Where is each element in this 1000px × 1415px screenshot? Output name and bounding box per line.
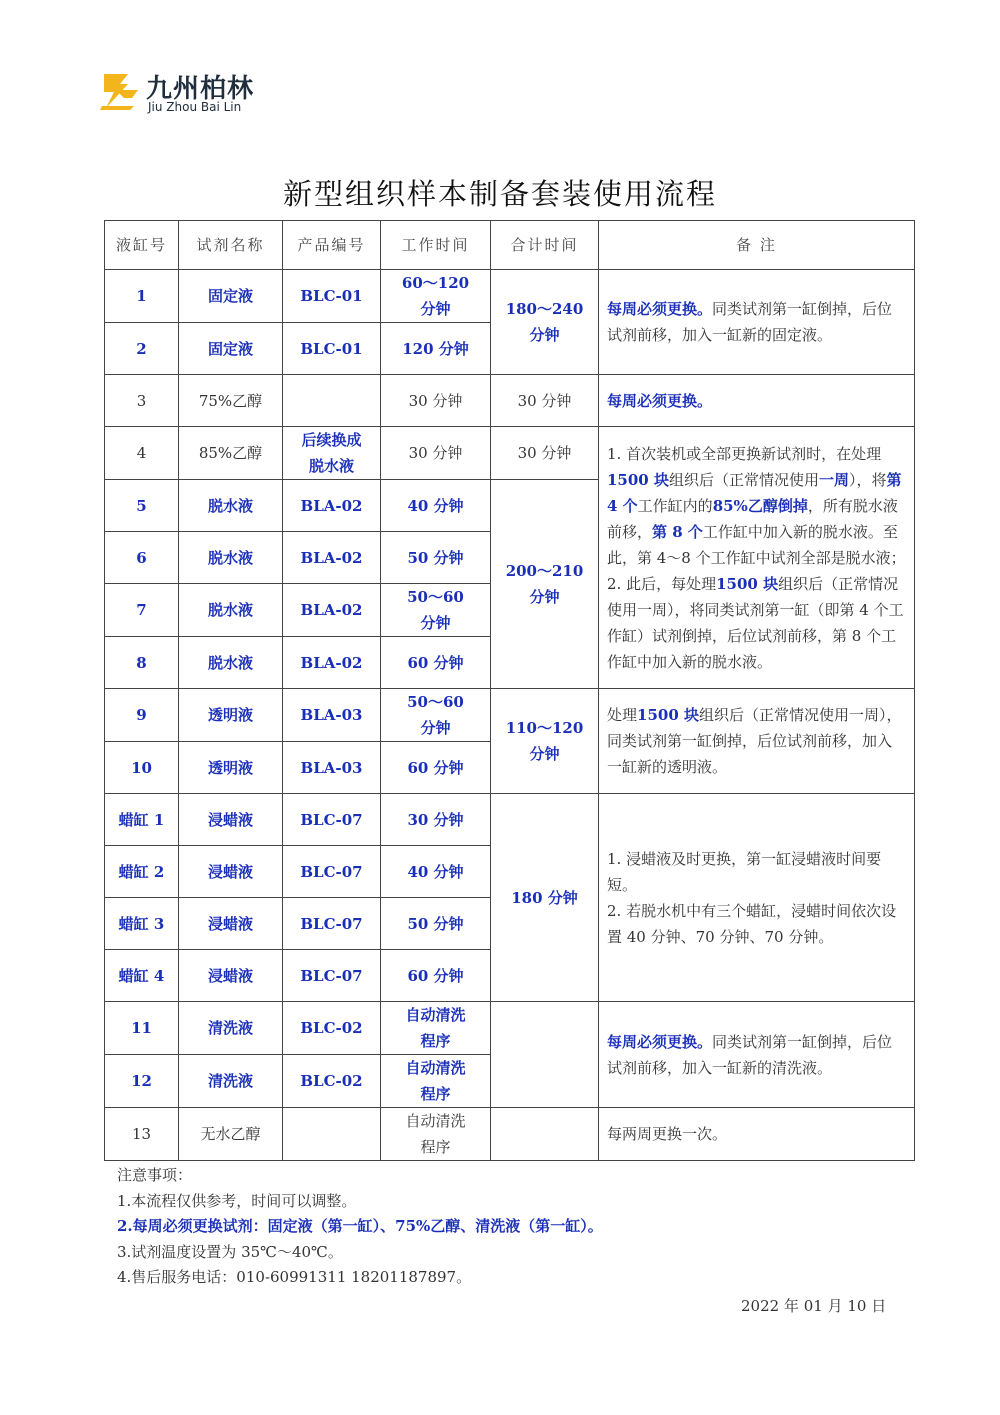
code-cell — [283, 427, 381, 480]
remark-emphasis: 85%乙醇倒掉 — [712, 496, 808, 515]
col-header-tank: 液缸号 — [105, 221, 179, 270]
reagent-cell: 透明液 — [179, 742, 283, 794]
time-cell: 30 分钟 — [381, 375, 491, 427]
time-cell — [381, 1002, 491, 1055]
time-cell — [381, 584, 491, 637]
remark-emphasis: 1500 块 — [607, 470, 669, 489]
table-row — [105, 794, 915, 846]
document-date: 2022 年 01 月 10 日 — [741, 1297, 887, 1315]
col-header-remark: 备 注 — [599, 221, 915, 270]
col-header-total: 合计时间 — [491, 221, 599, 270]
remark-emphasis: 1500 块 — [637, 706, 699, 724]
tank-cell: 7 — [105, 584, 179, 637]
total-text: 110～120分钟 — [505, 719, 584, 763]
reagent-cell: 75%乙醇 — [179, 375, 283, 427]
tank-cell: 蜡缸 3 — [105, 898, 179, 950]
notes-heading: 注意事项： — [117, 1166, 193, 1184]
tank-cell: 11 — [105, 1002, 179, 1055]
tank-cell: 8 — [105, 637, 179, 689]
remark-cell: 每两周更换一次。 — [599, 1108, 915, 1161]
reagent-cell: 清洗液 — [179, 1002, 283, 1055]
col-header-code: 产品编号 — [283, 221, 381, 270]
code-cell: BLC-01 — [283, 270, 381, 323]
tank-cell: 蜡缸 2 — [105, 846, 179, 898]
time-cell — [381, 689, 491, 742]
remark-text: 2. 若脱水机中有三个蜡缸，浸蜡时间依次设置 40 分钟、70 分钟、70 分钟。 — [607, 901, 897, 946]
code-cell: BLC-07 — [283, 794, 381, 846]
remark-emphasis: 一周 — [819, 470, 850, 489]
time-text: 50～60分钟 — [407, 693, 464, 737]
remark-text: 2. 此后，每处理 — [607, 574, 717, 593]
remark-cell — [599, 375, 915, 427]
logo-mark-icon — [98, 70, 142, 112]
total-text: 180～240分钟 — [505, 300, 584, 344]
code-cell: BLA-02 — [283, 584, 381, 637]
code-cell: BLA-02 — [283, 532, 381, 584]
reagent-cell: 清洗液 — [179, 1055, 283, 1108]
tank-cell: 5 — [105, 480, 179, 532]
notes-section — [117, 1163, 603, 1291]
remark-emphasis: 1500 块 — [716, 574, 779, 593]
note-item-emphasis: 2.每周必须更换试剂：固定液（第一缸）、75%乙醇、清洗液（第一缸）。 — [117, 1217, 603, 1235]
remark-cell — [599, 270, 915, 375]
total-cell: 30 分钟 — [491, 427, 599, 480]
remark-cell — [599, 427, 915, 689]
time-cell — [381, 1055, 491, 1108]
remark-text: 同类试剂第一缸倒掉，后位试剂前移，加入一缸新的固定液。 — [607, 300, 893, 344]
remark-cell — [599, 689, 915, 794]
note-item: 3.试剂温度设置为 35℃～40℃。 — [117, 1242, 343, 1261]
total-text: 200～210分钟 — [505, 562, 584, 606]
code-cell: BLC-07 — [283, 846, 381, 898]
code-cell: BLA-03 — [283, 689, 381, 742]
reagent-cell: 浸蜡液 — [179, 794, 283, 846]
total-cell — [491, 480, 599, 689]
remark-text: 处理 — [607, 706, 638, 724]
total-cell — [491, 689, 599, 794]
reagent-cell: 固定液 — [179, 323, 283, 375]
time-text: 自动清洗程序 — [405, 1059, 466, 1103]
time-cell: 50 分钟 — [381, 532, 491, 584]
reagent-cell: 浸蜡液 — [179, 846, 283, 898]
time-text: 自动清洗程序 — [405, 1112, 466, 1156]
remark-text: 1. 浸蜡液及时更换，第一缸浸蜡液时间要短。 — [607, 849, 882, 894]
table-row — [105, 427, 915, 480]
tank-cell: 蜡缸 4 — [105, 950, 179, 1002]
code-cell — [283, 375, 381, 427]
procedure-table — [104, 220, 915, 1161]
page-title: 新型组织样本制备套装使用流程 — [282, 177, 717, 211]
remark-cell — [599, 1002, 915, 1108]
reagent-cell: 85%乙醇 — [179, 427, 283, 480]
company-logo — [98, 66, 358, 116]
col-header-reagent: 试剂名称 — [179, 221, 283, 270]
code-cell — [283, 1108, 381, 1161]
reagent-cell: 脱水液 — [179, 532, 283, 584]
time-cell: 40 分钟 — [381, 480, 491, 532]
time-cell: 120 分钟 — [381, 323, 491, 375]
tank-cell: 6 — [105, 532, 179, 584]
table-row — [105, 689, 915, 742]
remark-emphasis: 每周必须更换。 — [607, 391, 713, 410]
reagent-cell: 脱水液 — [179, 637, 283, 689]
time-text: 自动清洗程序 — [405, 1006, 466, 1050]
time-cell: 30 分钟 — [381, 427, 491, 480]
code-cell: BLA-03 — [283, 742, 381, 794]
tank-cell: 4 — [105, 427, 179, 480]
reagent-cell: 浸蜡液 — [179, 898, 283, 950]
time-cell — [381, 270, 491, 323]
remark-text: 工作缸内的 — [637, 496, 713, 515]
tank-cell: 12 — [105, 1055, 179, 1108]
col-header-time: 工作时间 — [381, 221, 491, 270]
table-row — [105, 375, 915, 427]
total-cell — [491, 270, 599, 375]
time-cell: 60 分钟 — [381, 950, 491, 1002]
remark-cell — [599, 794, 915, 1002]
code-cell: BLA-02 — [283, 637, 381, 689]
code-cell: BLC-02 — [283, 1002, 381, 1055]
reagent-cell: 浸蜡液 — [179, 950, 283, 1002]
reagent-cell: 透明液 — [179, 689, 283, 742]
remark-emphasis: 第 4 个 — [607, 470, 902, 515]
time-cell: 50 分钟 — [381, 898, 491, 950]
code-cell: BLC-02 — [283, 1055, 381, 1108]
time-cell: 60 分钟 — [381, 742, 491, 794]
remark-text: ），将 — [849, 470, 887, 489]
remark-text: ，所有脱水液前移， — [607, 496, 898, 541]
logo-english-name: Jiu Zhou Bai Lin — [148, 100, 242, 114]
table-header-row — [105, 221, 915, 270]
remark-text: 组织后（正常情况使用 — [668, 470, 819, 489]
remark-text: 组织后（正常情况使用一周），同类试剂第一缸倒掉，后位试剂前移，加入一缸新的透明液。 — [607, 706, 902, 776]
table-row — [105, 1002, 915, 1055]
tank-cell: 13 — [105, 1108, 179, 1161]
table-row — [105, 1108, 915, 1161]
total-cell — [491, 1002, 599, 1108]
tank-cell: 9 — [105, 689, 179, 742]
remark-text: 同类试剂第一缸倒掉，后位试剂前移，加入一缸新的清洗液。 — [607, 1032, 893, 1077]
remark-text: 工作缸中加入新的脱水液。至此，第 4～8 个工作缸中试剂全部是脱水液； — [607, 522, 906, 567]
tank-cell: 3 — [105, 375, 179, 427]
note-item: 1.本流程仅供参考，时间可以调整。 — [117, 1191, 357, 1210]
remark-text: 组织后（正常情况使用一周），将同类试剂第一缸（即第 4 个工作缸）试剂倒掉，后位试剂前移，第 8 个工作缸中加入新的脱水液。 — [607, 574, 904, 671]
remark-text: 1. 首次装机或全部更换新试剂时，在处理 — [607, 444, 882, 463]
reagent-cell: 固定液 — [179, 270, 283, 323]
total-cell: 30 分钟 — [491, 375, 599, 427]
code-cell: BLC-01 — [283, 323, 381, 375]
remark-emphasis: 第 8 个 — [652, 522, 703, 541]
tank-cell: 蜡缸 1 — [105, 794, 179, 846]
tank-cell: 10 — [105, 742, 179, 794]
tank-cell: 2 — [105, 323, 179, 375]
reagent-cell: 脱水液 — [179, 584, 283, 637]
remark-emphasis: 每周必须更换。 — [607, 1032, 713, 1051]
code-cell: BLC-07 — [283, 898, 381, 950]
time-cell: 40 分钟 — [381, 846, 491, 898]
total-cell — [491, 1108, 599, 1161]
time-text: 50～60分钟 — [407, 588, 464, 632]
total-cell: 180 分钟 — [491, 794, 599, 1002]
time-cell: 60 分钟 — [381, 637, 491, 689]
note-item: 4.售后服务电话：010-60991311 18201187897。 — [117, 1268, 472, 1286]
code-text: 后续换成脱水液 — [301, 431, 362, 475]
logo-chinese-name: 九州柏林 — [146, 74, 255, 104]
remark-emphasis: 每周必须更换。 — [607, 300, 713, 318]
reagent-cell: 无水乙醇 — [179, 1108, 283, 1161]
time-cell: 30 分钟 — [381, 794, 491, 846]
reagent-cell: 脱水液 — [179, 480, 283, 532]
table-row — [105, 270, 915, 323]
time-text: 60～120分钟 — [401, 274, 470, 318]
code-cell: BLA-02 — [283, 480, 381, 532]
tank-cell: 1 — [105, 270, 179, 323]
time-cell — [381, 1108, 491, 1161]
code-cell: BLC-07 — [283, 950, 381, 1002]
